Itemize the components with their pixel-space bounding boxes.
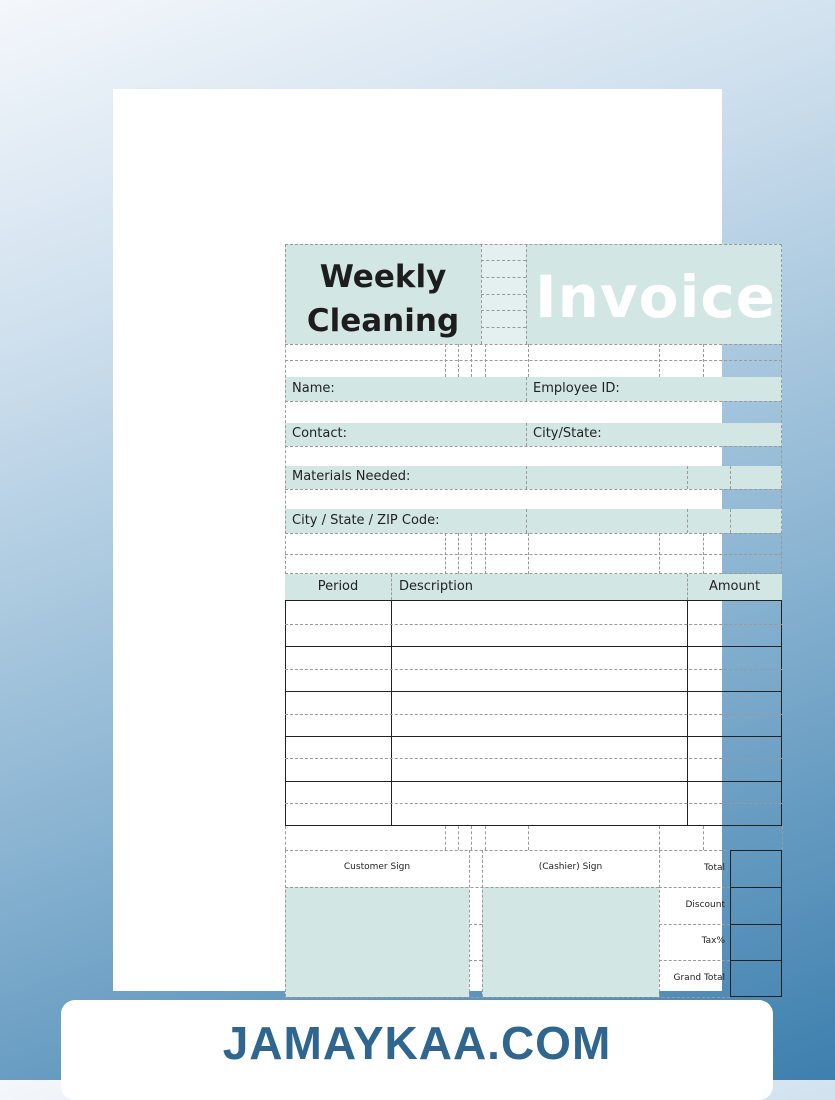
title-line-1: Weekly [319, 259, 447, 295]
table-row[interactable] [285, 736, 782, 758]
table-row[interactable] [285, 691, 782, 714]
materials-needed-label: Materials Needed: [292, 469, 411, 484]
column-header-description: Description [399, 579, 474, 594]
grand-total-value-field[interactable] [730, 960, 782, 997]
table-row[interactable] [285, 781, 782, 803]
table-row[interactable] [285, 758, 782, 781]
table-row[interactable] [285, 646, 782, 669]
form-outline [285, 244, 782, 574]
brand-banner [61, 1000, 773, 1100]
invoice-heading: Invoice [535, 263, 777, 331]
employee-id-label: Employee ID: [533, 381, 620, 396]
table-row[interactable] [285, 624, 782, 646]
title-line-2: Cleaning [306, 303, 460, 339]
column-header-period: Period [317, 579, 359, 594]
discount-label: Discount [685, 900, 725, 910]
cashier-sign-label: (Cashier) Sign [538, 862, 603, 872]
city-state-zip-label: City / State / ZIP Code: [292, 513, 440, 528]
name-label: Name: [292, 381, 335, 396]
discount-value-field[interactable] [730, 887, 782, 924]
contact-label: Contact: [292, 426, 347, 441]
tax-value-field[interactable] [730, 924, 782, 960]
total-label: Total [703, 863, 725, 873]
invoice-form [285, 244, 782, 997]
table-row[interactable] [285, 803, 782, 826]
grand-total-label: Grand Total [673, 973, 725, 983]
column-header-amount: Amount [708, 579, 761, 594]
total-value-field[interactable] [730, 850, 782, 887]
city-state-label: City/State: [533, 426, 602, 441]
tax-label: Tax% [701, 936, 725, 946]
customer-sign-box[interactable] [285, 887, 469, 997]
table-row[interactable] [285, 714, 782, 736]
table-row[interactable] [285, 600, 782, 624]
invoice-page [113, 89, 777, 991]
brand-logo-text: JAMAYKAA.COM [222, 1017, 612, 1069]
table-row[interactable] [285, 669, 782, 691]
customer-sign-label: Customer Sign [343, 862, 411, 872]
cashier-sign-box[interactable] [482, 887, 659, 997]
